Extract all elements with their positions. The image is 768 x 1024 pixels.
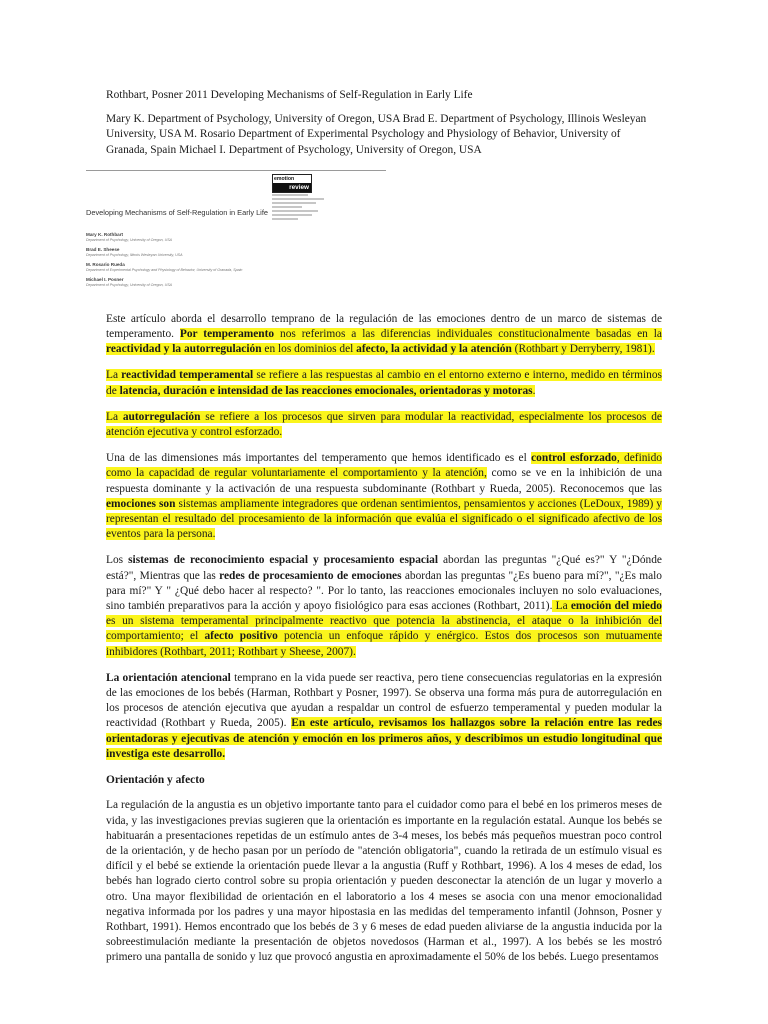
document-page xyxy=(86,88,663,977)
thumbnail-author-name: Mary K. Rothbart xyxy=(86,231,124,237)
text-run: se refiere a las respuestas al cambio en el entorno externo e interno, medido en términos de xyxy=(106,369,662,397)
authors-line: Mary K. Department of Psychology, University of Oregon, USA Brad E. Department of Psychology, Illinois Wesleyan University, USA M. Rosario Department of Experimental Psychology and Physiology of Behavior, University of Granada, Spain Michael I. Department of Psychology, University of Oregon, USA xyxy=(106,113,647,156)
bold-run: La orientación atencional xyxy=(106,671,231,684)
text-run: abordan las preguntas "¿Es bueno para mí?", "¿Es malo para mí?" Y " ¿Qué debo hacer al respecto? ". Por lo tanto, las reacciones emocionales incluyen no solo evaluaciones, sino también preparativos para la acción y apoyo fisiológico para esas acciones (Rothbart, 2011). xyxy=(106,569,663,613)
text-run: abordan las preguntas "¿Qué es?" Y "¿Dónde está?", Mientras que las xyxy=(106,554,662,582)
document-title: Rothbart, Posner 2011 Developing Mechanisms of Self-Regulation in Early Life xyxy=(106,89,473,101)
thumbnail-author-affil: Department of Psychology, University of Oregon, USA xyxy=(86,237,173,242)
thumbnail-paper-title: Developing Mechanisms of Self-Regulation in Early Life xyxy=(86,207,268,217)
paragraph-distress-regulation: La regulación de la angustia es un objetivo importante tanto para el cuidador como para el bebé en los primeros meses de vida, y las investigaciones previas sugieren que la orientación es importante en la regulación estatal. Aunque los bebés se habituarán a presentaciones repetidas de un estímulo antes de 3-4 meses, los bebés más pequeños muestran poco control de la orientación, y de hecho pasan por un período de "atención obligatoria", cuando la retirada de un estímulo visual es difícil y el bebé se extiende la orientación puede llevar a la angustia (Ruff y Rothbart, 1996). A los 4 meses de edad, los bebés han logrado cierto control sobre su propia orientación y pueden desconectar la atención de un lugar y moverlo a otro. Una mayor flexibilidad de orientación en el laboratorio a los 4 meses se asocia con una menor emocionalidad negativa informada por los padres y una mayor hipostasia en las medidas del temperamento infantil (Johnson, Posner y Rothbart, 1991). Hemos encontrado que los bebés de 3 y 6 meses de edad pueden aliviarse de la angustia inducida por la sobreestimulación mediante la presentación de objetos novedosos (Harman et al., 1997). A los bebés se les mostró primero una pantalla de sonido y luz que provocó angustia en aproximadamente el 50% de los bebés. Luego presentamos xyxy=(106,799,662,964)
thumbnail-author-affil: Department of Experimental Psychology and Physiology of Behavior, University of Granada, Spain xyxy=(86,267,243,272)
text-run: temprano en la vida puede ser reactiva, pero tiene consecuencias regulatorias en la expresión de las emociones de los bebés (Harman, Rothbart y Posner, 1997). Se observa una forma más pura de autorregulación en los procesos de atención ejecutiva que ayudan a respaldar un control de esfuerzo temperamental y pueden modular la reactividad (Rothbart y Rueda, 2005). xyxy=(106,671,663,730)
bold-run: afecto positivo xyxy=(204,630,278,643)
bold-run: autorregulación xyxy=(122,410,201,423)
paragraph-self-regulation xyxy=(106,410,662,440)
thumbnail-top-rule xyxy=(86,170,386,171)
bold-run: afecto, la actividad y la atención xyxy=(356,343,512,356)
bold-run: emociones son xyxy=(106,497,176,510)
highlight-run xyxy=(106,411,662,438)
text-run: nos referimos a las diferencias individuales constitucionalmente basadas en la xyxy=(274,328,662,341)
text-run: La xyxy=(552,600,571,613)
text-run: . xyxy=(532,384,536,397)
text-run: (Rothbart y Derryberry, 1981). xyxy=(511,343,655,356)
paragraph-temperament xyxy=(106,312,662,358)
thumbnail-author-name: M. Rosario Rueda xyxy=(86,261,125,267)
bold-run: Por temperamento xyxy=(179,328,275,341)
bold-run: revisamos los hallazgos sobre la relación entre las redes orientadoras y ejecutivas de atención y emoción en los primeros años, y describimos un estudio longitudinal que investiga este desarrollo. xyxy=(106,717,662,760)
bold-run: reactividad temperamental xyxy=(121,369,254,382)
text-run: Los xyxy=(106,554,129,567)
bold-run: En este artículo, xyxy=(291,717,374,730)
paragraph-effortful-control xyxy=(106,451,662,542)
logo-top-text: emotion xyxy=(273,175,311,183)
text-run: Este artículo aborda el desarrollo temprano de la regulación de las emociones dentro de un marco de sistemas de temperamento. xyxy=(106,312,662,341)
text-run: , definido como la capacidad de regular voluntariamente el comportamiento y la atención, xyxy=(106,452,662,480)
text-run: sistemas ampliamente integradores que ordenan sentimientos, pensamientos y acciones (LeDoux, 1989) y representan el resultado del procesamiento de la información que evalúa el significado o el significado afectivo de los eventos para la persona. xyxy=(106,497,662,541)
text-run: La xyxy=(106,410,123,423)
thumbnail-author-affil: Department of Psychology, University of Oregon, USA xyxy=(86,282,173,287)
highlight-run xyxy=(106,369,662,396)
emotion-review-logo xyxy=(272,174,312,193)
logo-bottom-text: review xyxy=(273,183,311,192)
highlight-run xyxy=(106,328,662,355)
paragraph-emotion-networks xyxy=(106,553,662,659)
paragraph-attentional-orientation xyxy=(106,671,662,762)
thumbnail-author-name: Brad E. Sheese xyxy=(86,246,120,252)
text-run: Una de las dimensiones más importantes del temperamento que hemos identificado es el xyxy=(106,452,532,465)
text-run: en los dominios del xyxy=(261,343,357,356)
thumbnail-author-affil: Department of Psychology, Illinois Wesleyan University, USA xyxy=(86,252,183,257)
text-run: como se ve en la inhibición de una respuesta dominante y la activación de una respuesta subdominante (Rothbart y Rueda, 2005). Reconocemos que las xyxy=(106,467,663,495)
text-run: La xyxy=(106,369,122,382)
highlight-run xyxy=(106,498,662,540)
bold-run: control esforzado xyxy=(531,452,617,465)
text-run: se refiere a los procesos que sirven para modular la reactividad, especialmente los procesos de atención ejecutiva y control esforzado. xyxy=(106,410,662,439)
text-run: potencia un enfoque rápido y enérgico. Estos dos procesos son mutuamente inhibidores (Rothbart, 2011; Rothbart y Sheese, 2007). xyxy=(106,630,663,658)
paper-thumbnail xyxy=(86,170,386,292)
bold-run: sistemas de reconocimiento espacial y procesamiento espacial xyxy=(128,554,438,567)
bold-run: latencia, duración e intensidad de las reacciones emocionales, orientadoras y motoras xyxy=(119,384,533,397)
bold-run: reactividad y la autorregulación xyxy=(106,343,262,356)
thumbnail-author-name: Michael I. Posner xyxy=(86,276,124,282)
paragraph-reactivity xyxy=(106,368,662,398)
journal-meta-lines xyxy=(272,194,332,222)
bold-run: redes de procesamiento de emociones xyxy=(219,569,402,582)
section-heading: Orientación y afecto xyxy=(106,774,205,787)
bold-run: emoción del miedo xyxy=(570,600,662,613)
text-run: es un sistema temperamental principalmente reactivo que potencia la abstinencia, el ataque o la inhibición del comportamiento; el xyxy=(106,615,662,643)
